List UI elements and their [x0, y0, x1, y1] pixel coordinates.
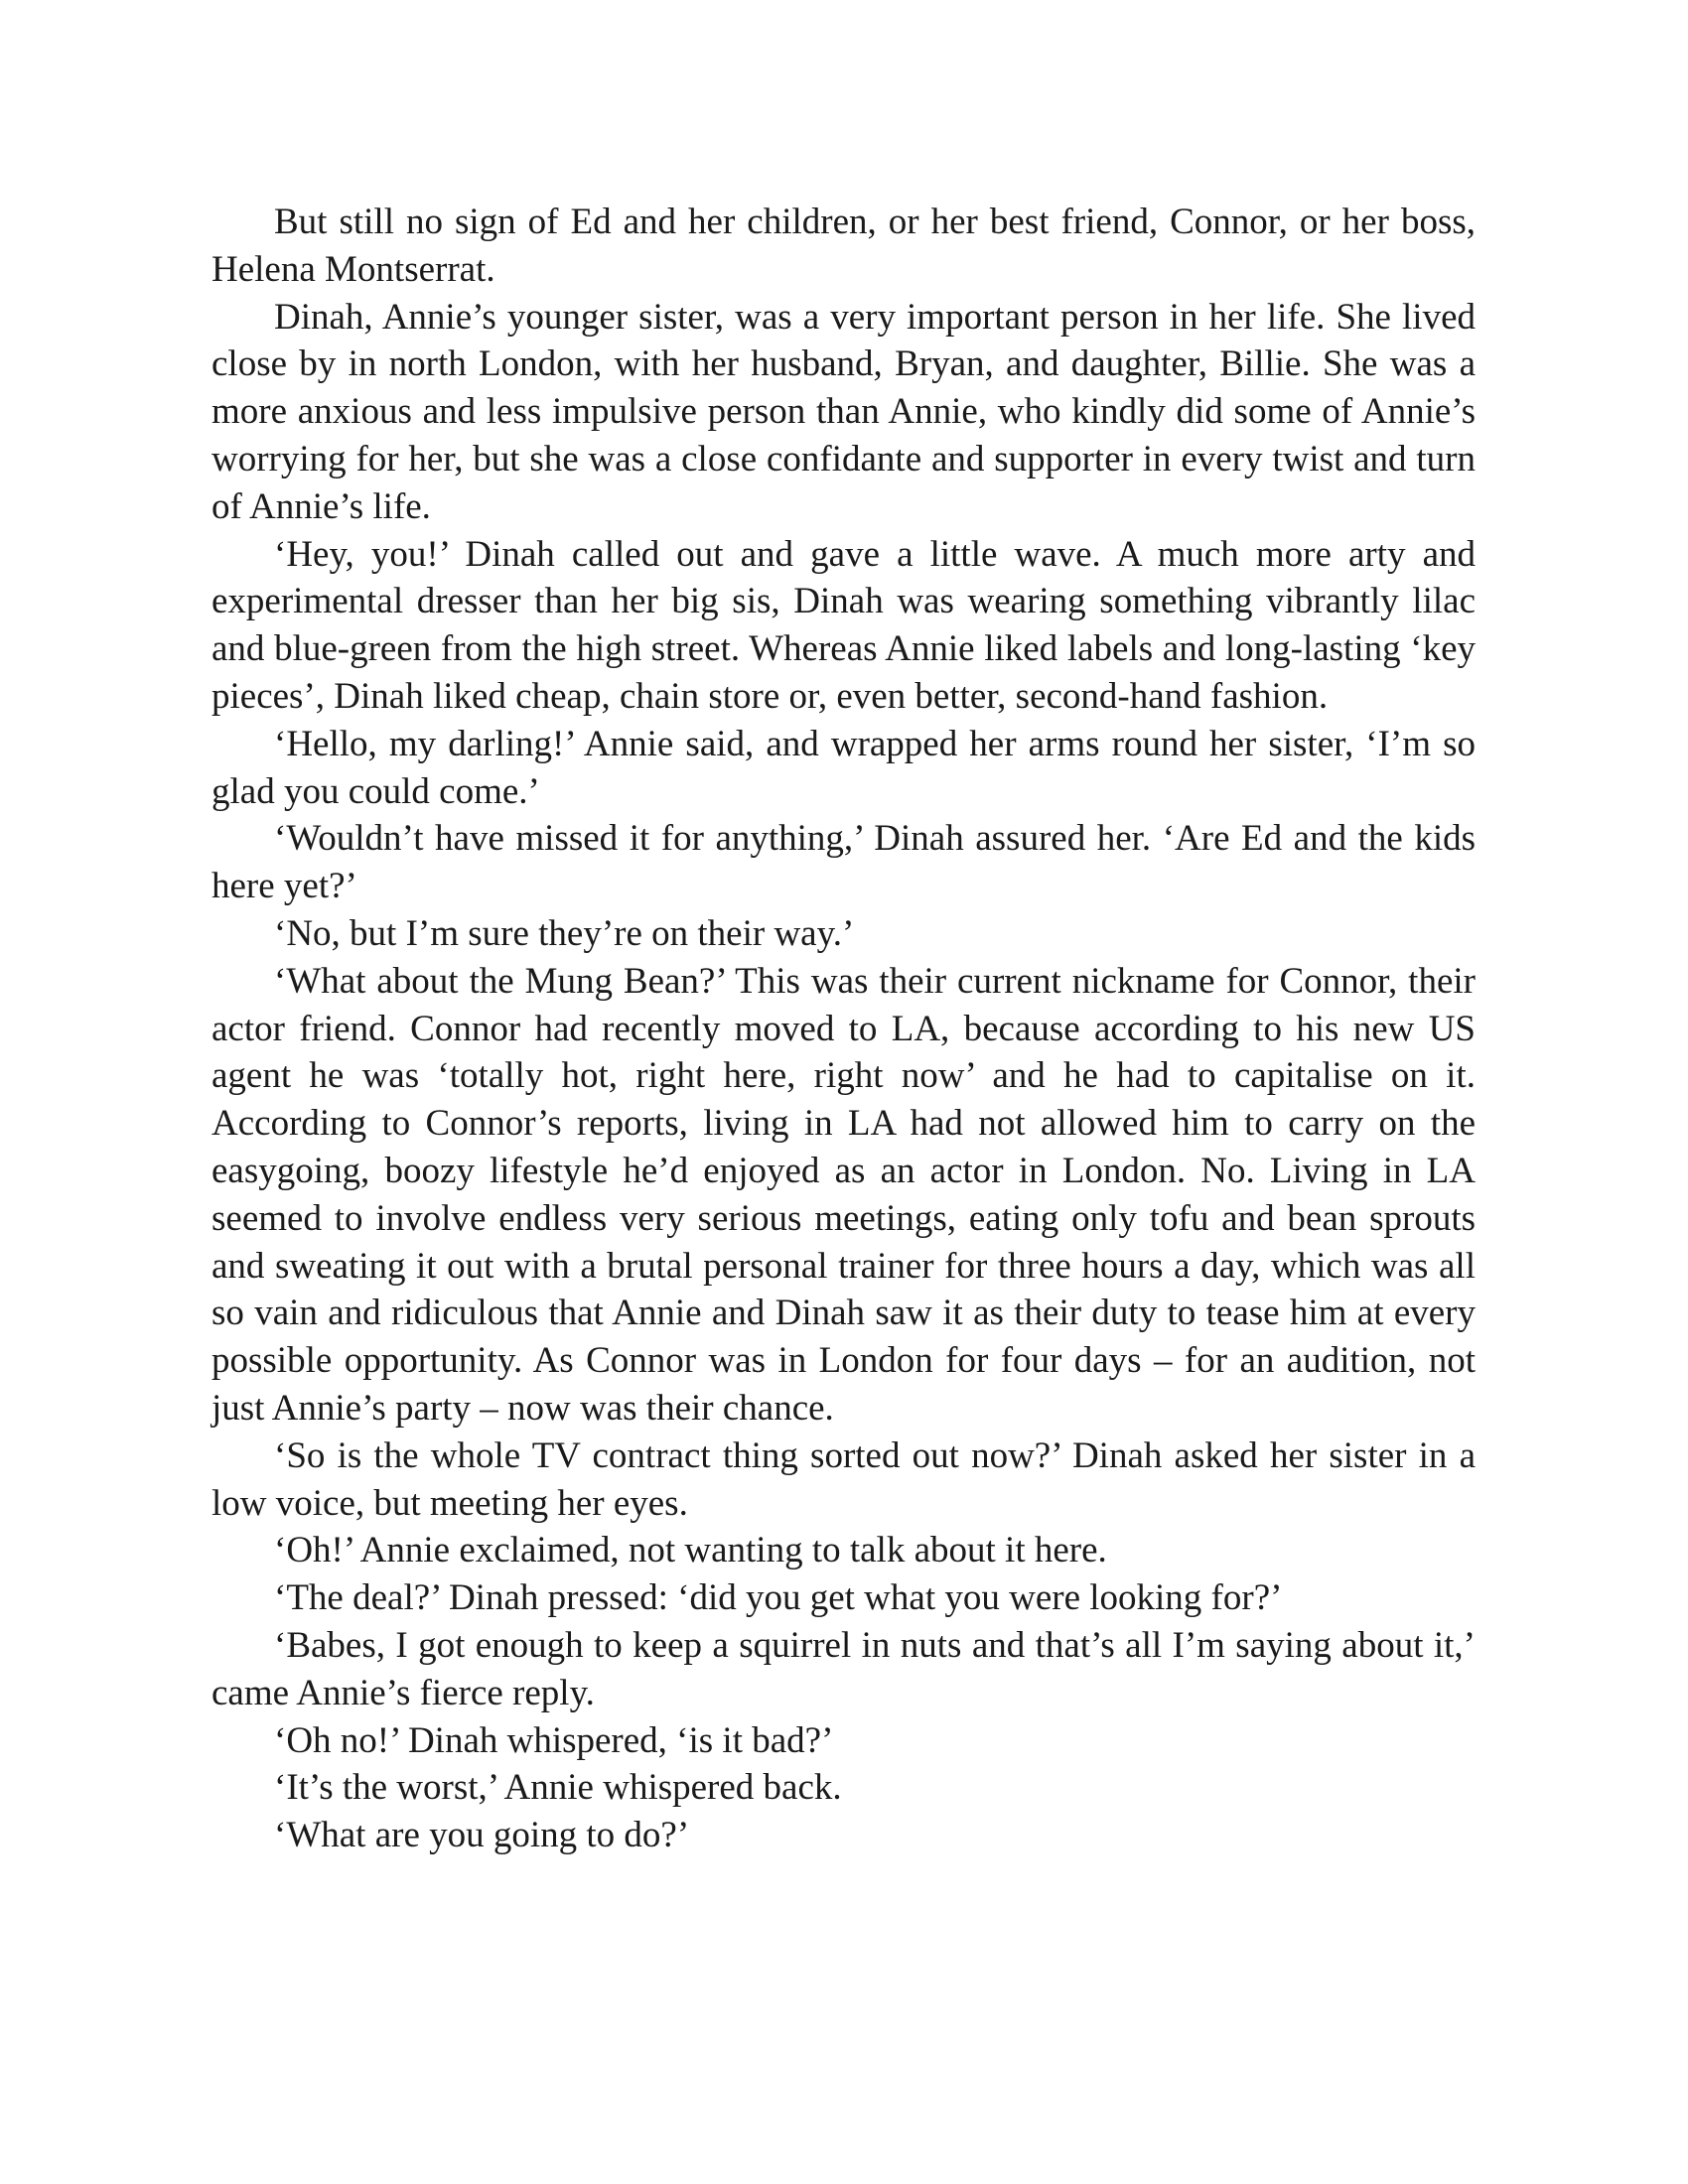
paragraph: ‘What are you going to do?’: [274, 1815, 690, 1856]
paragraph: ‘What about the Mung Bean?’ This was their current nickname for Connor, their actor friend. Connor had recently moved to LA, because according to his new US agent he was ‘totally hot, right here, right now’ and he had to capitalise on it. According to Connor’s reports, living in LA had not allowed him to carry on the easygoing, boozy lifestyle he’d enjoyed as an actor in London. No. Living in LA seemed to involve endless very serious meetings, eating only tofu and bean sprouts and sweating it out with a brutal personal trainer for three hours a day, which was all so vain and ridiculous that Annie and Dinah saw it as their duty to tease him at every possible opportunity. As Connor was in London for four days – for an audition, not just Annie’s party – now was their chance.: [211, 960, 1476, 1429]
paragraph: ‘It’s the worst,’ Annie whispered back.: [274, 1767, 842, 1809]
paragraph: ‘The deal?’ Dinah pressed: ‘did you get what you were looking for?’: [274, 1577, 1283, 1619]
paragraph: ‘So is the whole TV contract thing sorted out now?’ Dinah asked her sister in a low voice, but meeting her eyes.: [211, 1434, 1476, 1524]
paragraph: ‘Hello, my darling!’ Annie said, and wrapped her arms round her sister, ‘I’m so glad you could come.’: [211, 723, 1476, 812]
paragraph: ‘Oh no!’ Dinah whispered, ‘is it bad?’: [274, 1719, 834, 1761]
paragraph: ‘Oh!’ Annie exclaimed, not wanting to talk about it here.: [274, 1530, 1107, 1571]
paragraph: ‘No, but I’m sure they’re on their way.’: [274, 912, 855, 954]
body-text: [211, 199, 1476, 1859]
paragraph: But still no sign of Ed and her children, or her best friend, Connor, or her boss, Helena Montserrat.: [211, 202, 1476, 290]
paragraph: Dinah, Annie’s younger sister, was a very important person in her life. She lived close by in north London, with her husband, Bryan, and daughter, Billie. She was a more anxious and less impulsive person than Annie, who kindly did some of Annie’s worrying for her, but she was a close confidante and supporter in every twist and turn of Annie’s life.: [211, 296, 1476, 527]
paragraph: ‘Babes, I got enough to keep a squirrel in nuts and that’s all I’m saying about it,’ came Annie’s fierce reply.: [211, 1624, 1476, 1713]
paragraph: ‘Wouldn’t have missed it for anything,’ Dinah assured her. ‘Are Ed and the kids here yet?’: [211, 818, 1476, 907]
paragraph: ‘Hey, you!’ Dinah called out and gave a little wave. A much more arty and experimental dresser than her big sis, Dinah was wearing something vibrantly lilac and blue-green from the high street. Whereas Annie liked labels and long-lasting ‘key pieces’, Dinah liked cheap, chain store or, even better, second-hand fashion.: [211, 533, 1476, 717]
